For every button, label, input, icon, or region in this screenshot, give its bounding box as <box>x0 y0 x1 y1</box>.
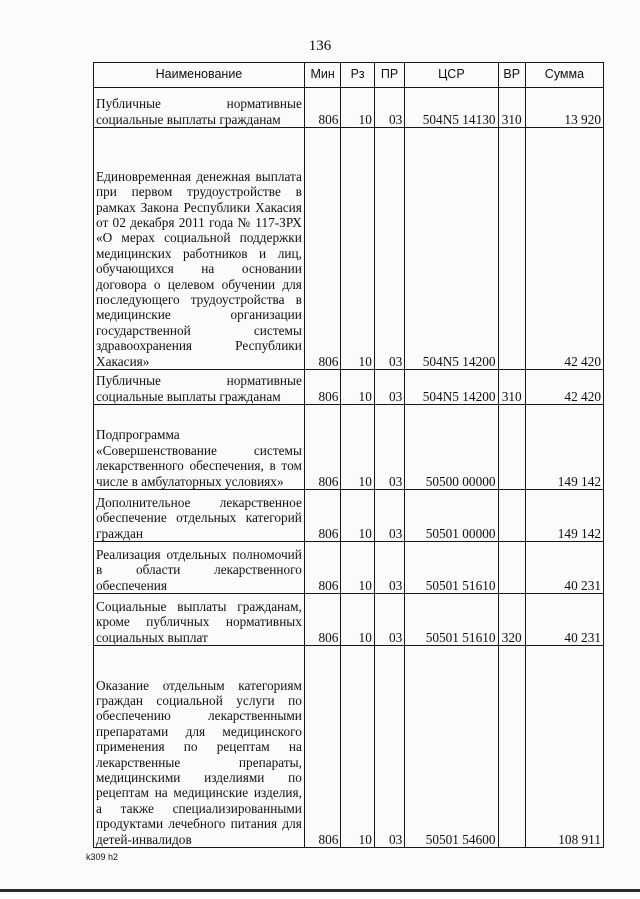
row-name: Социальные выплаты гражданам, кроме публичных нормативных социальных выплат <box>94 594 305 646</box>
header-csr: ЦСР <box>405 63 498 88</box>
row-name: Публичные нормативные социальные выплаты гражданам <box>94 88 305 128</box>
row-rz: 10 <box>341 594 374 646</box>
header-name: Наименование <box>94 63 305 88</box>
row-pr: 03 <box>374 490 404 542</box>
row-csr: 50500 00000 <box>405 405 498 490</box>
row-name: Единовременная денежная выплата при первом трудоустройстве в рамках Закона Республики Хакасия от 02 декабря 2011 года № 117-ЗРХ «О мерах социальной поддержки медицинских работников и лиц, обучающихся на основании договора о целевом обучении для последующего трудоустройства в медицинские организации государственной системы здравоохранения Республики Хакасия» <box>94 128 305 370</box>
row-pr: 03 <box>374 594 404 646</box>
row-vr <box>498 646 525 848</box>
table-row <box>94 542 604 594</box>
row-name: Подпрограмма «Совершенствование системы лекарственного обеспечения, в том числе в амбулаторных условиях» <box>94 405 305 490</box>
row-csr: 504N5 14200 <box>405 370 498 405</box>
header-min: Мин <box>304 63 341 88</box>
row-rz: 10 <box>341 490 374 542</box>
row-min: 806 <box>304 405 341 490</box>
table-row <box>94 594 604 646</box>
row-pr: 03 <box>374 88 404 128</box>
page-number: 136 <box>308 38 332 54</box>
header-pr: ПР <box>374 63 404 88</box>
row-rz: 10 <box>341 646 374 848</box>
row-csr: 504N5 14200 <box>405 128 498 370</box>
row-csr: 50501 54600 <box>405 646 498 848</box>
row-pr: 03 <box>374 646 404 848</box>
row-csr: 50501 51610 <box>405 542 498 594</box>
row-csr: 50501 00000 <box>405 490 498 542</box>
row-pr: 03 <box>374 370 404 405</box>
row-sum: 149 142 <box>525 405 603 490</box>
row-vr <box>498 490 525 542</box>
row-rz: 10 <box>341 370 374 405</box>
header-row <box>94 63 604 88</box>
row-vr <box>498 405 525 490</box>
row-min: 806 <box>304 646 341 848</box>
table-row <box>94 370 604 405</box>
row-pr: 03 <box>374 128 404 370</box>
row-pr: 03 <box>374 542 404 594</box>
row-csr: 50501 51610 <box>405 594 498 646</box>
row-sum: 108 911 <box>525 646 603 848</box>
row-sum: 149 142 <box>525 490 603 542</box>
row-min: 806 <box>304 542 341 594</box>
row-min: 806 <box>304 370 341 405</box>
header-vr: ВР <box>498 63 525 88</box>
header-sum: Сумма <box>525 63 603 88</box>
row-rz: 10 <box>341 542 374 594</box>
table-row <box>94 405 604 490</box>
table-row <box>94 646 604 848</box>
header-rz: Рз <box>341 63 374 88</box>
row-rz: 10 <box>341 88 374 128</box>
scan-edge <box>0 889 640 892</box>
row-pr: 03 <box>374 405 404 490</box>
row-vr: 310 <box>498 370 525 405</box>
row-sum: 13 920 <box>525 88 603 128</box>
row-name: Дополнительное лекарственное обеспечение отдельных категорий граждан <box>94 490 305 542</box>
table-row <box>94 88 604 128</box>
row-min: 806 <box>304 594 341 646</box>
row-name: Публичные нормативные социальные выплаты гражданам <box>94 370 305 405</box>
budget-table <box>93 62 604 848</box>
row-min: 806 <box>304 88 341 128</box>
table-row <box>94 490 604 542</box>
row-rz: 10 <box>341 405 374 490</box>
row-sum: 40 231 <box>525 542 603 594</box>
row-min: 806 <box>304 128 341 370</box>
table-row <box>94 128 604 370</box>
row-vr <box>498 542 525 594</box>
row-vr: 320 <box>498 594 525 646</box>
row-vr <box>498 128 525 370</box>
footer-code: k309 h2 <box>86 852 119 862</box>
row-name: Реализация отдельных полномочий в области лекарственного обеспечения <box>94 542 305 594</box>
row-sum: 42 420 <box>525 370 603 405</box>
row-min: 806 <box>304 490 341 542</box>
row-vr: 310 <box>498 88 525 128</box>
row-sum: 40 231 <box>525 594 603 646</box>
row-rz: 10 <box>341 128 374 370</box>
row-name: Оказание отдельным категориям граждан социальной услуги по обеспечению лекарственными препаратами для медицинского применения по рецептам на лекарственные препараты, медицинскими изделиями по рецептам на медицинские изделия, а также специализированными продуктами лечебного питания для детей-инвалидов <box>94 646 305 848</box>
row-csr: 504N5 14130 <box>405 88 498 128</box>
row-sum: 42 420 <box>525 128 603 370</box>
